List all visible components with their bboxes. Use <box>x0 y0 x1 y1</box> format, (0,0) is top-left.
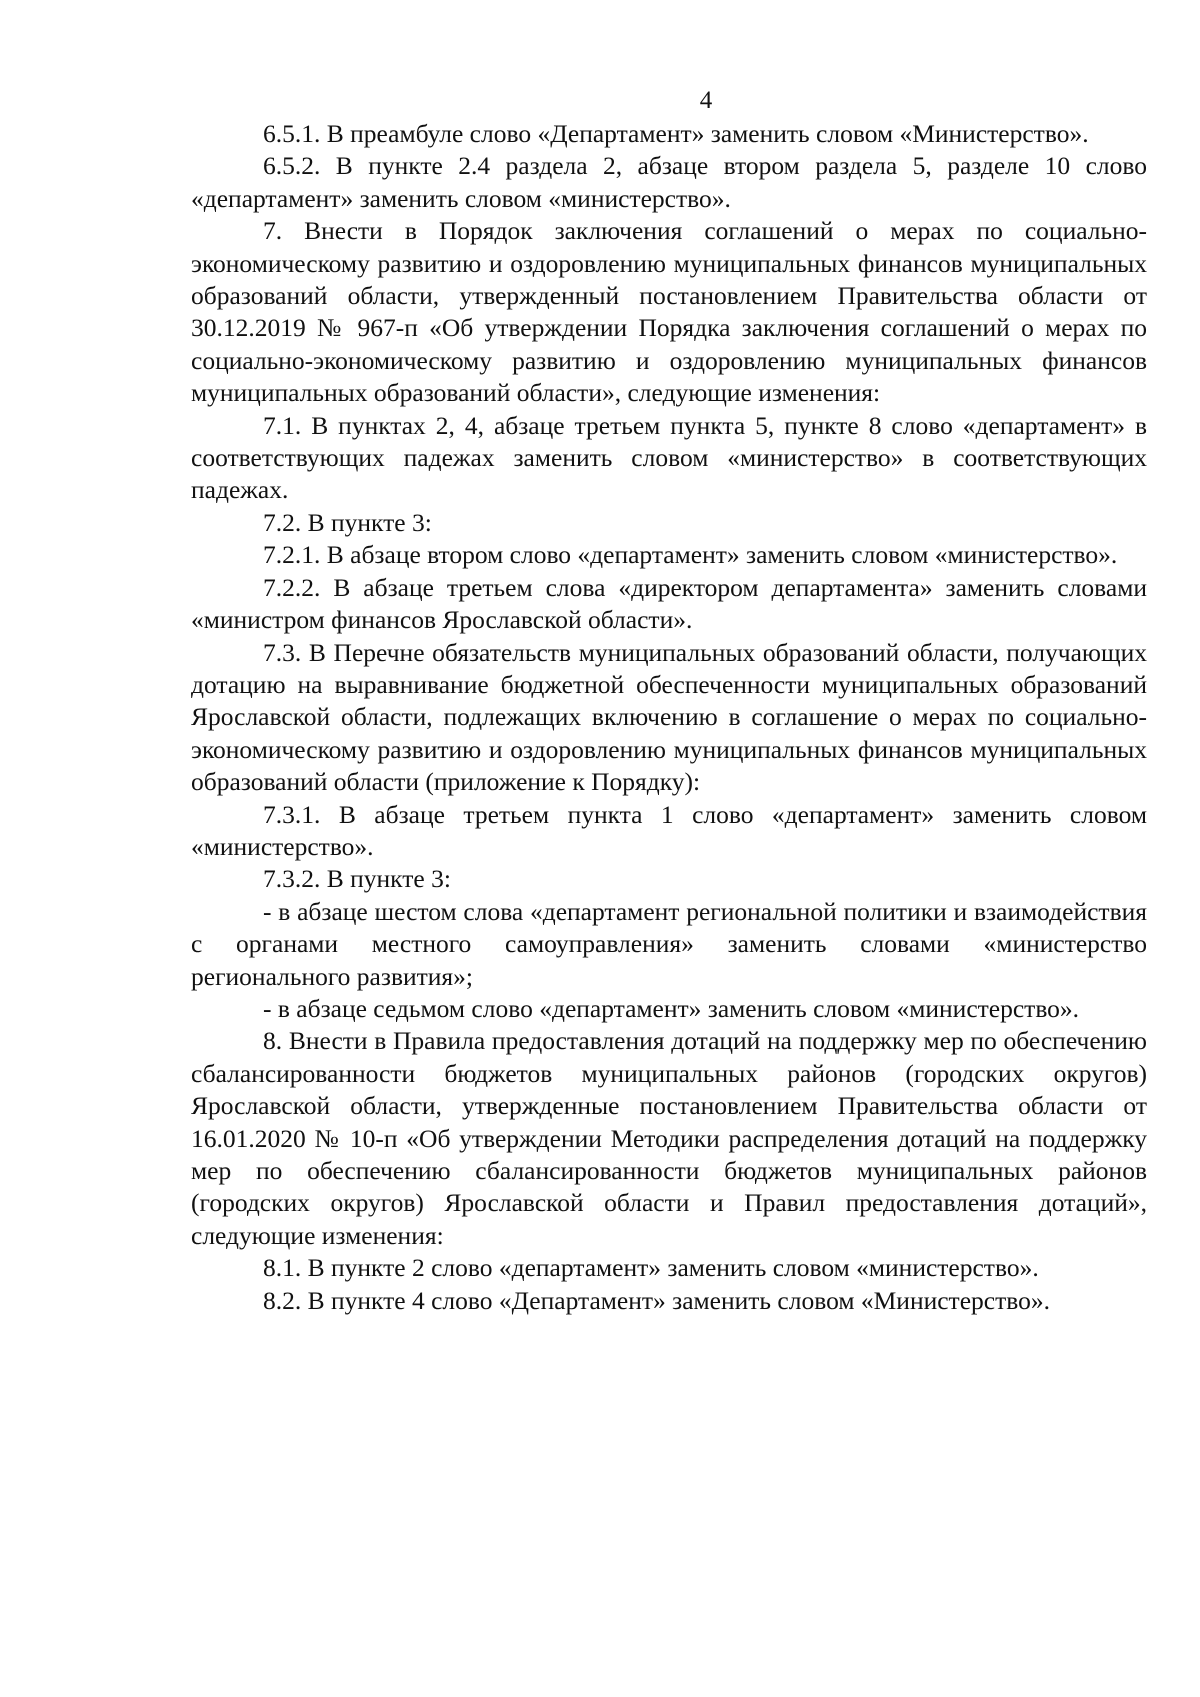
document-body <box>191 118 1147 1317</box>
paragraph-8-1: 8.1. В пункте 2 слово «департамент» заменить словом «министерство». <box>263 1253 1039 1283</box>
paragraph-6-5-1: 6.5.1. В преамбуле слово «Департамент» заменить словом «Министерство». <box>263 119 1089 148</box>
paragraph-6-5-2: 6.5.2. В пункте 2.4 раздела 2, абзаце втором раздела 5, разделе 10 слово «департамент» заменить словом «министерство». <box>191 151 1147 213</box>
page-number: 4 <box>699 87 713 114</box>
paragraph-7-3: 7.3. В Перечне обязательств муниципальных образований области, получающих дотацию на выравнивание бюджетной обеспеченности муниципальных образований Ярославской области, подлежащих включению в соглашение о мерах по социально-экономическому развитию и оздоровлению муниципальных финансов муниципальных образований области (приложение к Порядку): <box>191 637 1147 797</box>
paragraph-7-3-2: 7.3.2. В пункте 3: <box>263 864 451 894</box>
paragraph-7: 7. Внести в Порядок заключения соглашений о мерах по социально-экономическому развитию и оздоровлению муниципальных финансов муниципальных образований области, утвержденный постановлением Правительства области от 30.12.2019 № 967-п «Об утверждении Порядка заключения соглашений о мерах по социально-экономическому развитию и оздоровлению муниципальных финансов муниципальных образований области», следующие изменения: <box>191 216 1147 408</box>
paragraph-7-2: 7.2. В пункте 3: <box>263 507 432 537</box>
paragraph-7-1: 7.1. В пунктах 2, 4, абзаце третьем пункта 5, пункте 8 слово «департамент» в соответствующих падежах заменить словом «министерство» в соответствующих падежах. <box>191 410 1147 505</box>
list-item-abzac-sedmoy: - в абзаце седьмом слово «департамент» заменить словом «министерство». <box>263 993 1080 1023</box>
paragraph-7-3-1: 7.3.1. В абзаце третьем пункта 1 слово «департамент» заменить словом «министерство». <box>191 799 1147 861</box>
paragraph-7-2-2: 7.2.2. В абзаце третьем слова «директором департамента» заменить словами «министром финансов Ярославской области». <box>191 572 1147 635</box>
paragraph-8: 8. Внести в Правила предоставления дотаций на поддержку мер по обеспечению сбалансированности бюджетов муниципальных районов (городских округов) Ярославской области, утвержденные постановлением Правительства области от 16.01.2020 № 10-п «Об утверждении Методики распределения дотаций на поддержку мер по обеспечению сбалансированности бюджетов муниципальных районов (городских округов) Ярославской области и Правил предоставления дотаций», следующие изменения: <box>191 1026 1147 1250</box>
list-item-abzac-shestoy: - в абзаце шестом слова «департамент региональной политики и взаимодействия с органами местного самоуправления» заменить словами «министерство регионального развития»; <box>191 896 1147 991</box>
paragraph-7-2-1: 7.2.1. В абзаце втором слово «департамент» заменить словом «министерство». <box>263 540 1118 570</box>
paragraph-8-2: 8.2. В пункте 4 слово «Департамент» заменить словом «Министерство». <box>263 1285 1050 1315</box>
